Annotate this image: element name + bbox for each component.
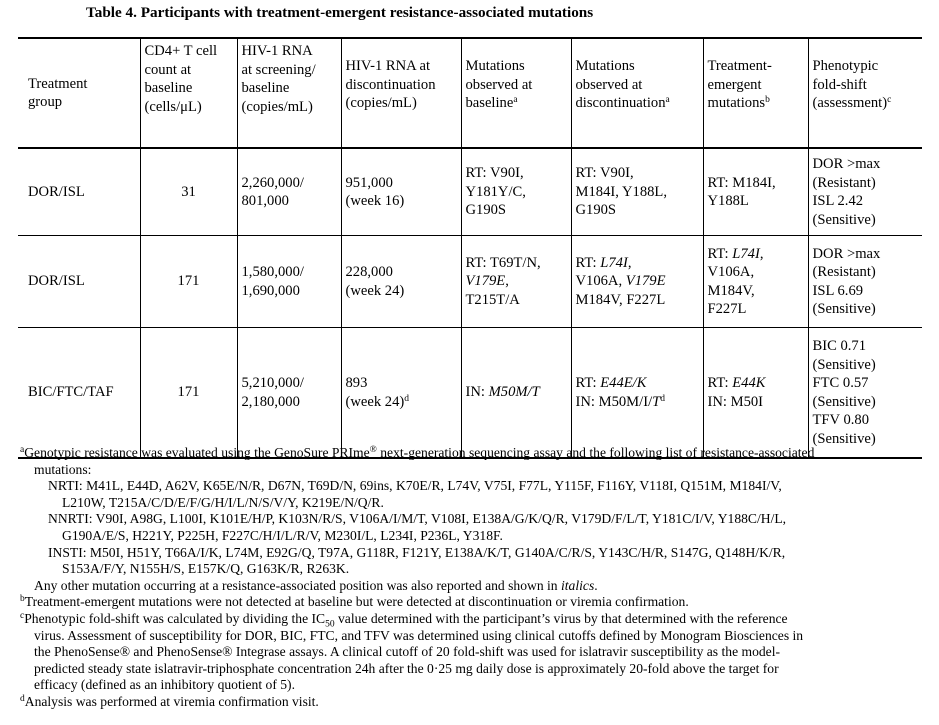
cell-group: BIC/FTC/TAF: [18, 328, 140, 459]
cell-group: DOR/ISL: [18, 236, 140, 328]
cell-mutations-discontinuation: RT: V90I, M184I, Y188L, G190S: [571, 148, 703, 236]
cell-phenotypic: BIC 0.71 (Sensitive) FTC 0.57 (Sensitive) TFV 0.80 (Sensitive): [808, 328, 922, 459]
cell-rna-screening: 5,210,000/ 2,180,000: [237, 328, 341, 459]
nnrti-list: NNRTI: V90I, A98G, L100I, K101E/H/P, K103N/R/S, V106A/I/M/T, V108I, E138A/G/K/Q/R, V179D/F/L/T, Y181C/I/V, Y188C/H/L,: [48, 511, 787, 527]
cell-rna-discontinuation: 228,000 (week 24): [341, 236, 461, 328]
cell-phenotypic: DOR >max (Resistant) ISL 2.42 (Sensitive): [808, 148, 922, 236]
cell-mutations-discontinuation: RT: L74I, V106A, V179E M184V, F227L: [571, 236, 703, 328]
footnote-b: $^b$Treatment-emergent mutations were not detected at baseline but were detected at discontinuation or viremia confirmation.: [20, 594, 689, 610]
table-row: [18, 236, 922, 328]
header-mutations-discontinuation: Mutations observed at discontinuation$^a$: [571, 38, 703, 148]
nnrti-list-cont: G190A/E/S, H221Y, P225H, F227C/H/I/L/R/V, M230I/L, L234I, P236L, Y318F.: [62, 527, 503, 543]
cell-phenotypic: DOR >max (Resistant) ISL 6.69 (Sensitive): [808, 236, 922, 328]
footnote-a-other: Any other mutation occurring at a resistance-associated position was also reported and shown in italics.: [34, 577, 598, 593]
mutations-table: [18, 37, 922, 459]
footnote-a: $^a$Genotypic resistance was evaluated using the GenoSure PRIme® next-generation sequencing assay and the following list of resistance-associated: [20, 445, 815, 460]
table-row: [18, 328, 922, 459]
nrti-list: NRTI: M41L, E44D, A62V, K65E/N/R, D67N, T69D/N, 69ins, K70E/R, L74V, V75I, F77L, Y115F, F116Y, V118I, Q151M, M184I/V,: [48, 478, 782, 494]
insti-list-cont: S153A/F/Y, N155H/S, E157K/Q, G163K/R, R263K.: [62, 561, 350, 577]
cell-treatment-emergent: RT: M184I, Y188L: [703, 148, 808, 236]
footnotes: $^a$Genotypic resistance was evaluated using the GenoSure PRIme® next-generation sequencing assay and the following list of resistance-associated mutations: NRTI: M41L, E44D, A62V, K65E/N/R, D67N, T69D/N, 69ins, K70E/R, L74V, V75I, F77L, Y115F, F116Y, V118I, Q151M, M184I/V, L210W, T215A/C/D/E/F/G/H/I/L/N/S/V/Y, K219E/N/Q/R. NNRTI: V90I, A98G, L100I, K101E/H/P, K103N/R/S, V106A/I/M/T, V108I, E138A/G/K/Q/R, V179D/F/L/T, Y181C/I/V, Y188C/H/L, G190A/E/S, H221Y, P225H, F227C/H/I/L/R/V, M230I/L, L234I, P236L, Y318F. INSTI: M50I, H51Y, T66A/I/K, L74M, E92G/Q, T97A, G118R, F121Y, E138A/K/T, G140A/C/R/S, Y143C/H/R, S147G, Q148H/K/R, S153A/F/Y, N155H/S, E157K/Q, G163K/R, R263K. Any other mutation occurring at a resistance-associated position was also reported and shown in italics. $^b$Treatment-emergent mutations were not detected at baseline but were detected at discontinuation or viremia confirmation. $^c$Phenotypic fold-shift was calculated by dividing the $IC_{50}$ value determined with the participant’s virus by that determined with the reference virus. Assessment of susceptibility for DOR, BIC, FTC, and TFV was determined using clinical cutoffs defined by Monogram Biosciences in the PhenoSense® and PhenoSense® Integrase assays. A clinical cutoff of 20 fold-shift was used for islatravir susceptibility as the model- predicted steady state islatravir-triphosphate concentration 24h after the 0·25 mg daily dose is approximately 20-fold above the target for efficacy (defined as an inhibitory quotient of 5). $^d$Analysis was performed at viremia confirmation visit.: [20, 445, 925, 711]
cell-treatment-emergent: RT: E44K IN: M50I: [703, 328, 808, 459]
header-row: [18, 38, 922, 148]
header-treatment-emergent: Treatment- emergent mutations$^b$: [703, 38, 808, 148]
cell-rna-discontinuation: 893 (week 24)$^d$: [341, 328, 461, 459]
nrti-list-cont: L210W, T215A/C/D/E/F/G/H/I/L/N/S/V/Y, K219E/N/Q/R.: [62, 494, 384, 510]
cell-rna-screening: 1,580,000/ 1,690,000: [237, 236, 341, 328]
header-treatment-group: Treatment group: [18, 38, 140, 148]
cell-cd4: 171: [140, 328, 237, 459]
cell-cd4: 31: [140, 148, 237, 236]
table-row: [18, 148, 922, 236]
cell-rna-discontinuation: 951,000 (week 16): [341, 148, 461, 236]
header-phenotypic: Phenotypic fold-shift (assessment)$^c$: [808, 38, 922, 148]
header-rna-discontinuation: HIV-1 RNA at discontinuation (copies/mL): [341, 38, 461, 148]
cell-mutations-baseline: RT: T69T/N, V179E, T215T/A: [461, 236, 571, 328]
cell-cd4: 171: [140, 236, 237, 328]
insti-list: INSTI: M50I, H51Y, T66A/I/K, L74M, E92G/Q, T97A, G118R, F121Y, E138A/K/T, G140A/C/R/S, Y143C/H/R, S147G, Q148H/K/R,: [48, 544, 786, 560]
footnote-c: $^c$Phenotypic fold-shift was calculated by dividing the $IC_{50}$ value determined with the participant’s virus by that determined with the reference: [20, 610, 788, 630]
cell-mutations-baseline: RT: V90I, Y181Y/C, G190S: [461, 148, 571, 236]
header-rna-screening: HIV-1 RNA at screening/ baseline (copies/mL): [237, 38, 341, 148]
table-title: Table 4. Participants with treatment-emergent resistance-associated mutations: [86, 4, 594, 21]
header-cd4-count: CD4+ T cell count at baseline (cells/μL): [140, 38, 237, 148]
cell-rna-screening: 2,260,000/ 801,000: [237, 148, 341, 236]
cell-mutations-discontinuation: RT: E44E/K IN: $M50M/I/T^d$: [571, 328, 703, 459]
footnote-d: $^d$Analysis was performed at viremia confirmation visit.: [20, 693, 319, 709]
cell-treatment-emergent: RT: L74I, V106A, M184V, F227L: [703, 236, 808, 328]
cell-group: DOR/ISL: [18, 148, 140, 236]
header-mutations-baseline: Mutations observed at baseline$^a$: [461, 38, 571, 148]
cell-mutations-baseline: IN: M50M/T: [461, 328, 571, 459]
